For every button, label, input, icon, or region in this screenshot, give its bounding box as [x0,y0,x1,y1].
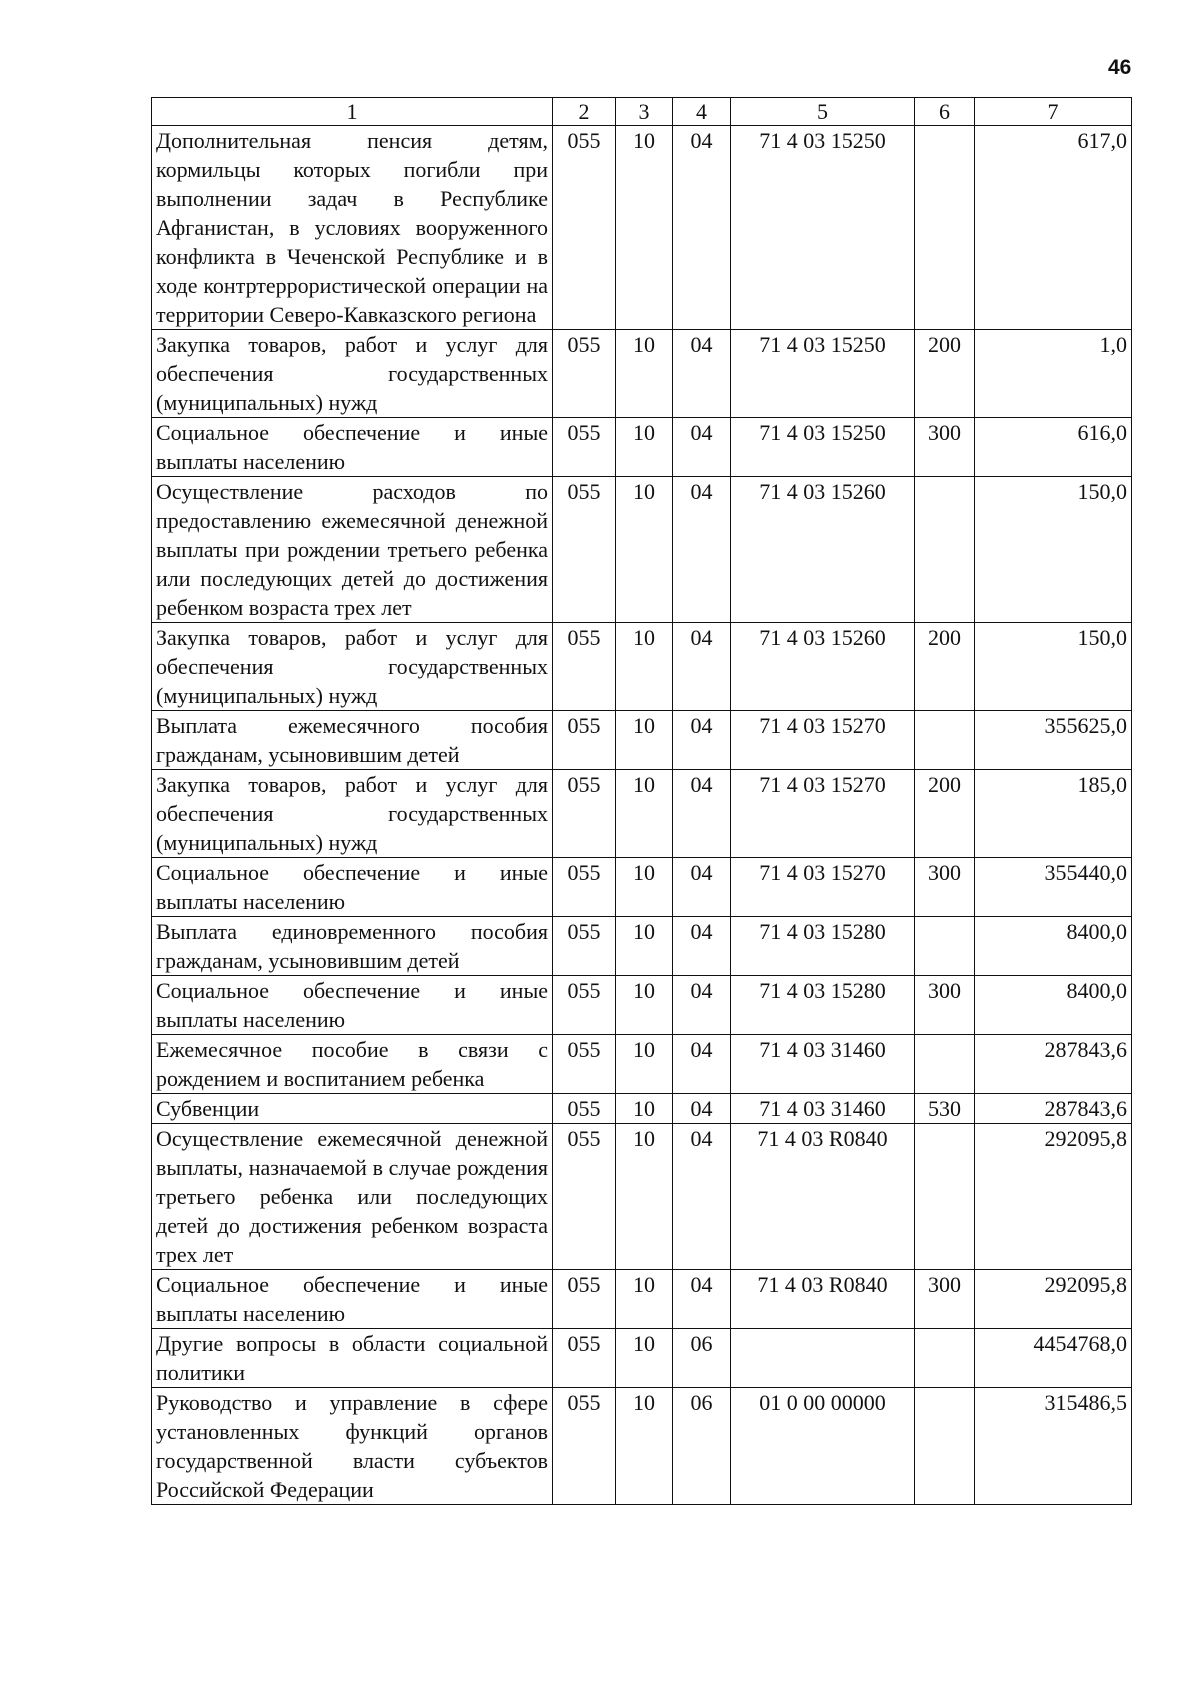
row-target-article-cell: 71 4 03 15260 [731,477,915,623]
row-section-cell: 10 [616,330,673,418]
row-target-article-cell: 71 4 03 R0840 [731,1124,915,1270]
row-code-cell: 055 [553,623,616,711]
row-expense-type-cell: 200 [915,623,975,711]
row-amount-cell: 355440,0 [975,858,1132,917]
row-expense-type-cell: 300 [915,858,975,917]
row-expense-type-cell [915,126,975,330]
row-section-cell: 10 [616,1035,673,1094]
row-code-cell: 055 [553,976,616,1035]
row-amount-cell: 617,0 [975,126,1132,330]
row-expense-type-cell [915,1388,975,1505]
row-section-cell: 10 [616,1388,673,1505]
row-target-article-cell [731,1329,915,1388]
row-amount-cell: 150,0 [975,477,1132,623]
table-row [152,1094,1132,1124]
table-row [152,1124,1132,1270]
column-header-2: 2 [553,98,616,126]
row-subsection-cell: 06 [673,1388,731,1505]
table-row [152,1035,1132,1094]
row-section-cell: 10 [616,770,673,858]
row-expense-type-cell [915,711,975,770]
budget-table [151,97,1132,1505]
row-section-cell: 10 [616,126,673,330]
table-row [152,126,1132,330]
row-expense-type-cell [915,917,975,976]
row-amount-cell: 185,0 [975,770,1132,858]
row-subsection-cell: 04 [673,1270,731,1329]
table-row [152,770,1132,858]
row-amount-cell: 292095,8 [975,1124,1132,1270]
row-name-cell: Ежемесячное пособие в связи с рождением и воспитанием ребенка [152,1035,553,1094]
column-header-4: 4 [673,98,731,126]
row-expense-type-cell [915,1035,975,1094]
row-name-cell: Социальное обеспечение и иные выплаты населению [152,858,553,917]
row-code-cell: 055 [553,1094,616,1124]
row-target-article-cell: 71 4 03 15280 [731,976,915,1035]
row-amount-cell: 287843,6 [975,1035,1132,1094]
table-row [152,418,1132,477]
row-subsection-cell: 04 [673,477,731,623]
row-code-cell: 055 [553,1388,616,1505]
row-subsection-cell: 04 [673,1124,731,1270]
row-expense-type-cell: 530 [915,1094,975,1124]
row-name-cell: Социальное обеспечение и иные выплаты населению [152,418,553,477]
row-expense-type-cell [915,1124,975,1270]
row-code-cell: 055 [553,711,616,770]
column-header-3: 3 [616,98,673,126]
row-amount-cell: 4454768,0 [975,1329,1132,1388]
row-target-article-cell: 71 4 03 15280 [731,917,915,976]
row-name-cell: Дополнительная пенсия детям, кормильцы которых погибли при выполнении задач в Республике Афганистан, в условиях вооруженного конфликта в Чеченской Республике и в ходе контртеррористической операции на территории Северо-Кавказского региона [152,126,553,330]
row-code-cell: 055 [553,418,616,477]
row-expense-type-cell [915,477,975,623]
row-name-cell: Социальное обеспечение и иные выплаты населению [152,976,553,1035]
row-target-article-cell: 71 4 03 15270 [731,858,915,917]
row-subsection-cell: 04 [673,1094,731,1124]
row-section-cell: 10 [616,858,673,917]
row-subsection-cell: 04 [673,623,731,711]
row-name-cell: Руководство и управление в сфере установленных функций органов государственной власти субъектов Российской Федерации [152,1388,553,1505]
row-target-article-cell: 71 4 03 15250 [731,126,915,330]
row-target-article-cell: 71 4 03 R0840 [731,1270,915,1329]
row-subsection-cell: 04 [673,976,731,1035]
row-name-cell: Закупка товаров, работ и услуг для обеспечения государственных (муниципальных) нужд [152,330,553,418]
row-expense-type-cell: 300 [915,1270,975,1329]
row-expense-type-cell: 300 [915,976,975,1035]
row-name-cell: Выплата единовременного пособия гражданам, усыновившим детей [152,917,553,976]
row-section-cell: 10 [616,477,673,623]
row-code-cell: 055 [553,126,616,330]
table-row [152,976,1132,1035]
table-row [152,477,1132,623]
column-header-1: 1 [152,98,553,126]
row-expense-type-cell: 200 [915,770,975,858]
row-subsection-cell: 04 [673,330,731,418]
row-subsection-cell: 04 [673,770,731,858]
row-amount-cell: 616,0 [975,418,1132,477]
row-section-cell: 10 [616,976,673,1035]
row-amount-cell: 287843,6 [975,1094,1132,1124]
table-row [152,330,1132,418]
row-subsection-cell: 04 [673,917,731,976]
row-name-cell: Социальное обеспечение и иные выплаты населению [152,1270,553,1329]
row-target-article-cell: 71 4 03 15250 [731,418,915,477]
row-expense-type-cell [915,1329,975,1388]
row-code-cell: 055 [553,1035,616,1094]
row-name-cell: Выплата ежемесячного пособия гражданам, усыновившим детей [152,711,553,770]
row-target-article-cell: 71 4 03 31460 [731,1094,915,1124]
row-subsection-cell: 04 [673,858,731,917]
row-section-cell: 10 [616,1329,673,1388]
row-amount-cell: 8400,0 [975,917,1132,976]
row-target-article-cell: 71 4 03 15260 [731,623,915,711]
row-target-article-cell: 71 4 03 31460 [731,1035,915,1094]
row-amount-cell: 1,0 [975,330,1132,418]
row-name-cell: Субвенции [152,1094,553,1124]
column-header-7: 7 [975,98,1132,126]
row-code-cell: 055 [553,858,616,917]
row-section-cell: 10 [616,1124,673,1270]
row-code-cell: 055 [553,330,616,418]
row-target-article-cell: 01 0 00 00000 [731,1388,915,1505]
column-header-5: 5 [731,98,915,126]
row-section-cell: 10 [616,623,673,711]
table-row [152,1388,1132,1505]
row-target-article-cell: 71 4 03 15270 [731,711,915,770]
table-row [152,1329,1132,1388]
row-code-cell: 055 [553,1329,616,1388]
row-expense-type-cell: 200 [915,330,975,418]
page-number: 46 [1108,56,1132,79]
row-target-article-cell: 71 4 03 15270 [731,770,915,858]
row-code-cell: 055 [553,1270,616,1329]
row-section-cell: 10 [616,418,673,477]
row-subsection-cell: 04 [673,1035,731,1094]
row-subsection-cell: 06 [673,1329,731,1388]
table-row [152,623,1132,711]
row-section-cell: 10 [616,917,673,976]
row-section-cell: 10 [616,1094,673,1124]
table-row [152,917,1132,976]
row-name-cell: Закупка товаров, работ и услуг для обеспечения государственных (муниципальных) нужд [152,770,553,858]
row-name-cell: Осуществление расходов по предоставлению ежемесячной денежной выплаты при рождении третьего ребенка или последующих детей до достижения ребенком возраста трех лет [152,477,553,623]
row-code-cell: 055 [553,477,616,623]
row-amount-cell: 355625,0 [975,711,1132,770]
row-subsection-cell: 04 [673,418,731,477]
table-row [152,1270,1132,1329]
row-amount-cell: 292095,8 [975,1270,1132,1329]
row-target-article-cell: 71 4 03 15250 [731,330,915,418]
row-name-cell: Другие вопросы в области социальной политики [152,1329,553,1388]
row-expense-type-cell: 300 [915,418,975,477]
row-amount-cell: 315486,5 [975,1388,1132,1505]
row-section-cell: 10 [616,711,673,770]
row-code-cell: 055 [553,770,616,858]
row-code-cell: 055 [553,917,616,976]
row-name-cell: Закупка товаров, работ и услуг для обеспечения государственных (муниципальных) нужд [152,623,553,711]
row-name-cell: Осуществление ежемесячной денежной выплаты, назначаемой в случае рождения третьего ребенка или последующих детей до достижения ребенком возраста трех лет [152,1124,553,1270]
row-section-cell: 10 [616,1270,673,1329]
header-row [152,98,1132,126]
row-amount-cell: 8400,0 [975,976,1132,1035]
row-subsection-cell: 04 [673,126,731,330]
row-code-cell: 055 [553,1124,616,1270]
table-row [152,858,1132,917]
column-header-6: 6 [915,98,975,126]
row-amount-cell: 150,0 [975,623,1132,711]
row-subsection-cell: 04 [673,711,731,770]
table-row [152,711,1132,770]
